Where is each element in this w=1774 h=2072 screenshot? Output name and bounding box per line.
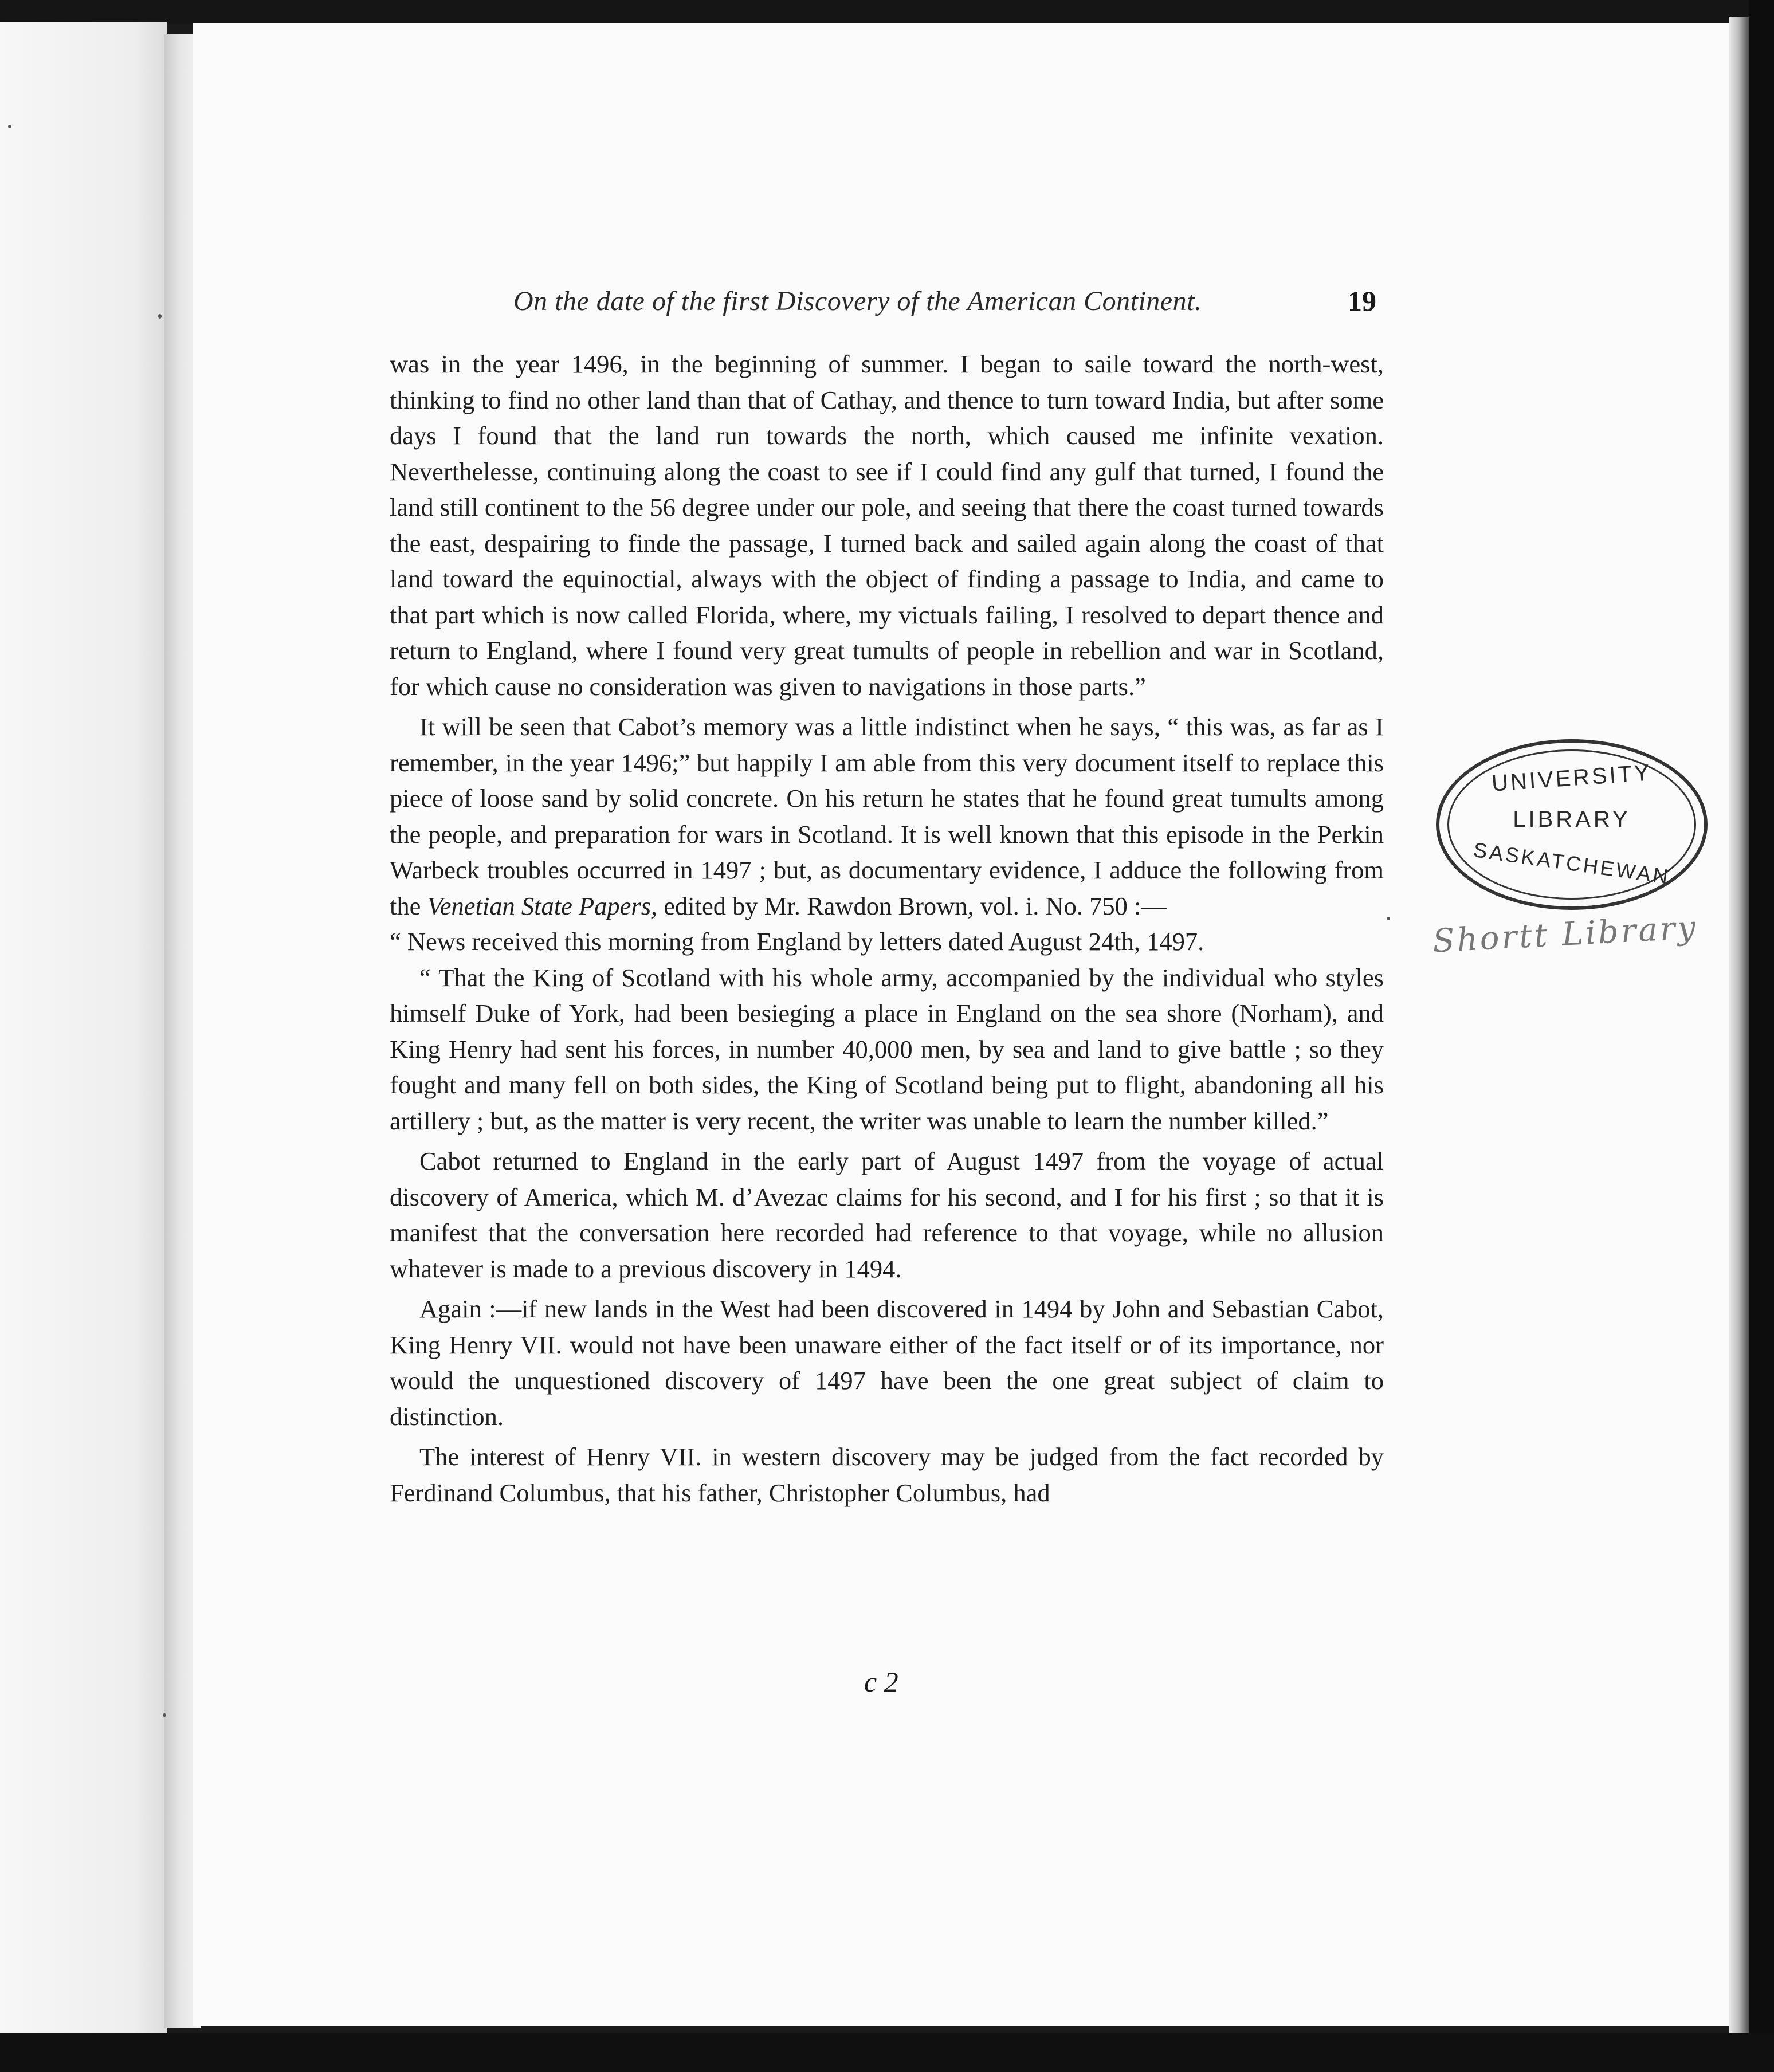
quotation: “ News received this morning from England by letters dated August 24th, 1497. [390, 927, 1204, 956]
stamp-text-middle: LIBRARY [1513, 807, 1631, 832]
scan-bottom-border [0, 2033, 1774, 2072]
stamp-text-bottom: SASKATCHEWAN [1471, 838, 1672, 889]
scan-speck [158, 314, 162, 319]
paragraph: was in the year 1496, in the beginning of summer. I began to saile toward the north-west, thinking to find no other land than that of Cathay, and thence to turn toward India, but after some days I found that the land run towards the north, which caused me infinite vexation. Neverthelesse, continuing along the coast to see if I could find any gulf that turned, I found the land still continent to the 56 degree under our pole, and seeing that there the coast turned towards the east, despairing to finde the passage, I turned back and sailed again along the coast of that land toward the equinoctial, always with the object of finding a passage to India, and came to that part which is now called Florida, where, my victuals failing, I resolved to depart thence and return to England, where I found very great tumults of people in rebellion and war in Scotland, for which cause no consideration was given to navigations in those parts.” [390, 350, 1384, 701]
scan-right-border [1749, 0, 1774, 2072]
paragraph: The interest of Henry VII. in western discovery may be judged from the fact recorded by Ferdinand Columbus, that his father, Christopher Columbus, had [390, 1442, 1384, 1507]
stamp-text-top: UNIVERSITY [1490, 760, 1653, 796]
paragraph: Cabot returned to England in the early part of August 1497 from the voyage of actual discovery of America, which M. d’Avezac claims for his second, and I for his first ; so that it is manifest that the conversation here recorded had reference to that voyage, while no allusion whatever is made to a previous discovery in 1494. [390, 1147, 1384, 1283]
library-stamp [1436, 739, 1708, 910]
scan-speck [1387, 917, 1390, 920]
paragraph-text: It will be seen that Cabot’s memory was a little indistinct when he says, “ this was, as far as I remember, in the year 1496;” but happily I am able from this very document itself to replace this piece of loose sand by solid concrete. On his return he states that he found great tumults among the people, and preparation for wars in Scotland. It is well known that this episode in the Perkin Warbeck troubles occurred in 1497 ; but, as documentary evidence, I adduce the following from the [390, 712, 1384, 920]
paragraph-text: , edited by Mr. Rawdon Brown, vol. i. No. 750 :— [651, 891, 1167, 920]
page-number: 19 [1348, 285, 1376, 317]
handwritten-note: Shortt Library [1431, 909, 1699, 960]
signature-mark: c 2 [864, 1666, 898, 1698]
running-title: On the date of the first Discovery of the American Continent. [513, 286, 1202, 316]
book-title: Venetian State Papers [427, 891, 651, 920]
body-text [390, 346, 1384, 1510]
paragraph [390, 709, 1384, 924]
facing-page [0, 22, 167, 2039]
scan-speck [163, 1713, 166, 1717]
scan-top-border [0, 0, 1774, 24]
scan-speck [8, 125, 11, 128]
paragraph: Again :—if new lands in the West had been discovered in 1494 by John and Sebastian Cabot, King Henry VII. would not have been unaware either of the fact itself or of its importance, nor would the unquestioned discovery of 1497 have been the one great subject of claim to distinction. [390, 1294, 1384, 1431]
quotation: “ That the King of Scotland with his whole army, accompanied by the individual who styles himself Duke of York, had been besieging a place in England on the sea shore (Norham), and King Henry had sent his forces, in number 40,000 men, by sea and land to give battle ; so they fought and many fell on both sides, the King of Scotland being put to flight, abandoning all his artillery ; but, as the matter is very recent, the writer was unable to learn the number killed.” [390, 963, 1384, 1135]
